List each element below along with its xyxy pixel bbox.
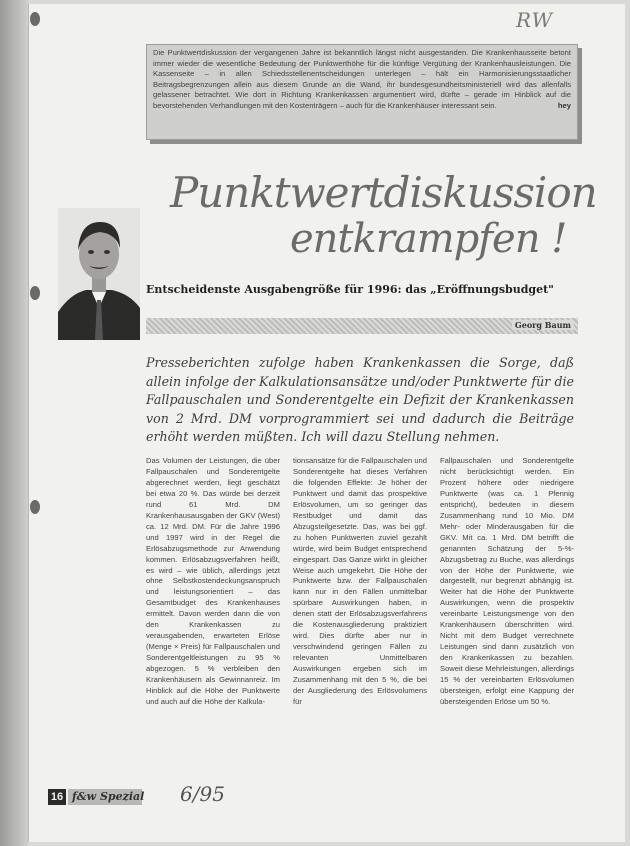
article-title-line2: entkrampfen !	[290, 216, 567, 262]
intro-box	[146, 44, 578, 140]
intro-author: hey	[557, 100, 571, 110]
punch-hole	[30, 286, 40, 300]
column-text: Das Volumen der Leistungen, die über Fallpauschalen und Sonderentgelte abgerechnet werden, liegt geschätzt bei etwa 20 %. Das würde bei derzeit rund 61 Mrd. DM Krankenhausausgaben der GKV (West) ca. 12 Mrd. DM. Für die Jahre 1996 und 1997 wird in der Regel die Erlösabzugsmethode zur Anwendung kommen. Erlösabzugsverfahren heißt, es wird – wie üblich, allerdings jetzt ohne Selbstkostendeckungsanspruch und leistungsorientiert – das Gesamtbudget des Krankenhauses ermittelt. Davon werden dann die von den Krankenkassen zu verausgabenden, erwarteten Erlöse (Menge × Preis) für Fallpauschalen und Sonderentgeltleistungen zu 95 % abgezogen. 5 % verbleiben den Krankenhäusern als Gewinnanreiz. Im Hinblick auf die Höhe der Punktwerte und auch auf die Höhe der Kalkula-	[146, 456, 280, 706]
page-number: 16	[48, 789, 66, 805]
body-column-3	[440, 456, 574, 786]
body-column-1	[146, 456, 280, 786]
magazine-brand: f&w Spezial	[68, 789, 142, 805]
article-subtitle: Entscheidenste Ausgabengröße für 1996: das „Eröffnungsbudget"	[146, 283, 554, 296]
body-column-2	[293, 456, 427, 786]
handwritten-date: 6/95	[180, 782, 225, 806]
article-title-line1: Punktwertdiskussion	[170, 168, 597, 217]
author-name: Georg Baum	[512, 320, 574, 330]
punch-hole	[30, 500, 40, 514]
binder-shadow	[0, 0, 28, 846]
lead-paragraph: Presseberichten zufolge haben Krankenkassen die Sorge, daß allein infolge der Kalkulationsansätze und/oder Punktwerte für die Fallpauschalen und Sonderentgelte ein Defizit der Krankenkassen von 2 Mrd. DM vorprogrammiert sei und dadurch die Beiträge erhöht werden müßten. Ich will dazu Stellung nehmen.	[146, 355, 574, 445]
punch-hole	[30, 12, 40, 26]
column-text: tionsansätze für die Fallpauschalen und Sonderentgelte hat dieses Verfahren die folgenden Effekte: Je höher der Punktwert und damit das prospektive Erlösvolumen, um so geringer das Restbudget und damit das Abzugsteilgesetzte. Das, was bei ggf. zu hohen Punktwerten zuviel gezahlt würde, wird beim Budget entsprechend eingespart. Das Ganze wirkt in gleicher Weise auch umgekehrt. Die Höhe der Punktwerte bzw. der Fallpauschalen kann nur in den Fällen unmittelbar spürbare Auswirkungen haben, in denen statt der Erlösabzugsverfahrens die Kostenausgliederung praktiziert wird. Dies dürfte aber nur in verschwindend geringen Fällen zu relevanten Unmittelbaren Auswirkungen ergeben sich im Zusammenhang mit den 5 %, die bei der Ausgliederung des Erlösvolumens für	[293, 456, 427, 706]
author-portrait	[58, 208, 140, 340]
author-bar	[146, 318, 578, 334]
handwritten-note: RW	[516, 8, 554, 32]
intro-text: Die Punktwertdiskussion der vergangenen Jahre ist bekanntlich längst nicht ausgestanden. Die Krankenhausseite betont immer wieder die wesentliche Bedeutung der Punktwerthöhe für die künftige Vergütung der Krankenhausleistungen. Die Kassenseite – in allen Schiedsstellenentscheidungen unterlegen – hält ein Harmonisierungsstaatlicher Beitragsbegrenzungen allein aus diesem Grunde an die Wand, ihr bundesgesundheitsministeriell wird das allenfalls gelassener betrachtet. Wie dort in Richtung Krankenkassen argumentiert wird, dürfte – gerade im Hinblick auf die bevorstehenden Verhandlungen mit den Kostenträgern – auch für die Krankenhäuser interessant sein.	[153, 48, 571, 110]
column-text: Fallpauschalen und Sonderentgelte nicht berücksichtigt werden. Ein Prozent höhere oder niedrigere Punktwerte (was ca. 1 Pfennig entspricht), bedeuten in diesem Zusammenhang rund 10 Mio. DM Mehr- oder Minderausgaben für die GKV. Mit ca. 1 Mrd. DM betrifft die genannten Schätzung der 5-%-Abzugsbetrag zu Buche, was allerdings von der Höhe der Punktwerte, wie dargestellt, nur begrenzt abhängig ist. Weiter hat die Höhe der Punktwerte Auswirkungen, wenn die prospektiv vereinbarte Leistungsmenge von den Krankenhäusern überschritten wird. Nicht mit dem Budget verrechnete Leistungen sind dann zusätzlich von den Krankenkassen zu bezahlen. Soweit diese Mehrleistungen, allerdings 15 % der vereinbarten Erlösvolumen übersteigen, erfolgt eine Kappung der übersteigenden Erlöse um 50 %.	[440, 456, 574, 706]
